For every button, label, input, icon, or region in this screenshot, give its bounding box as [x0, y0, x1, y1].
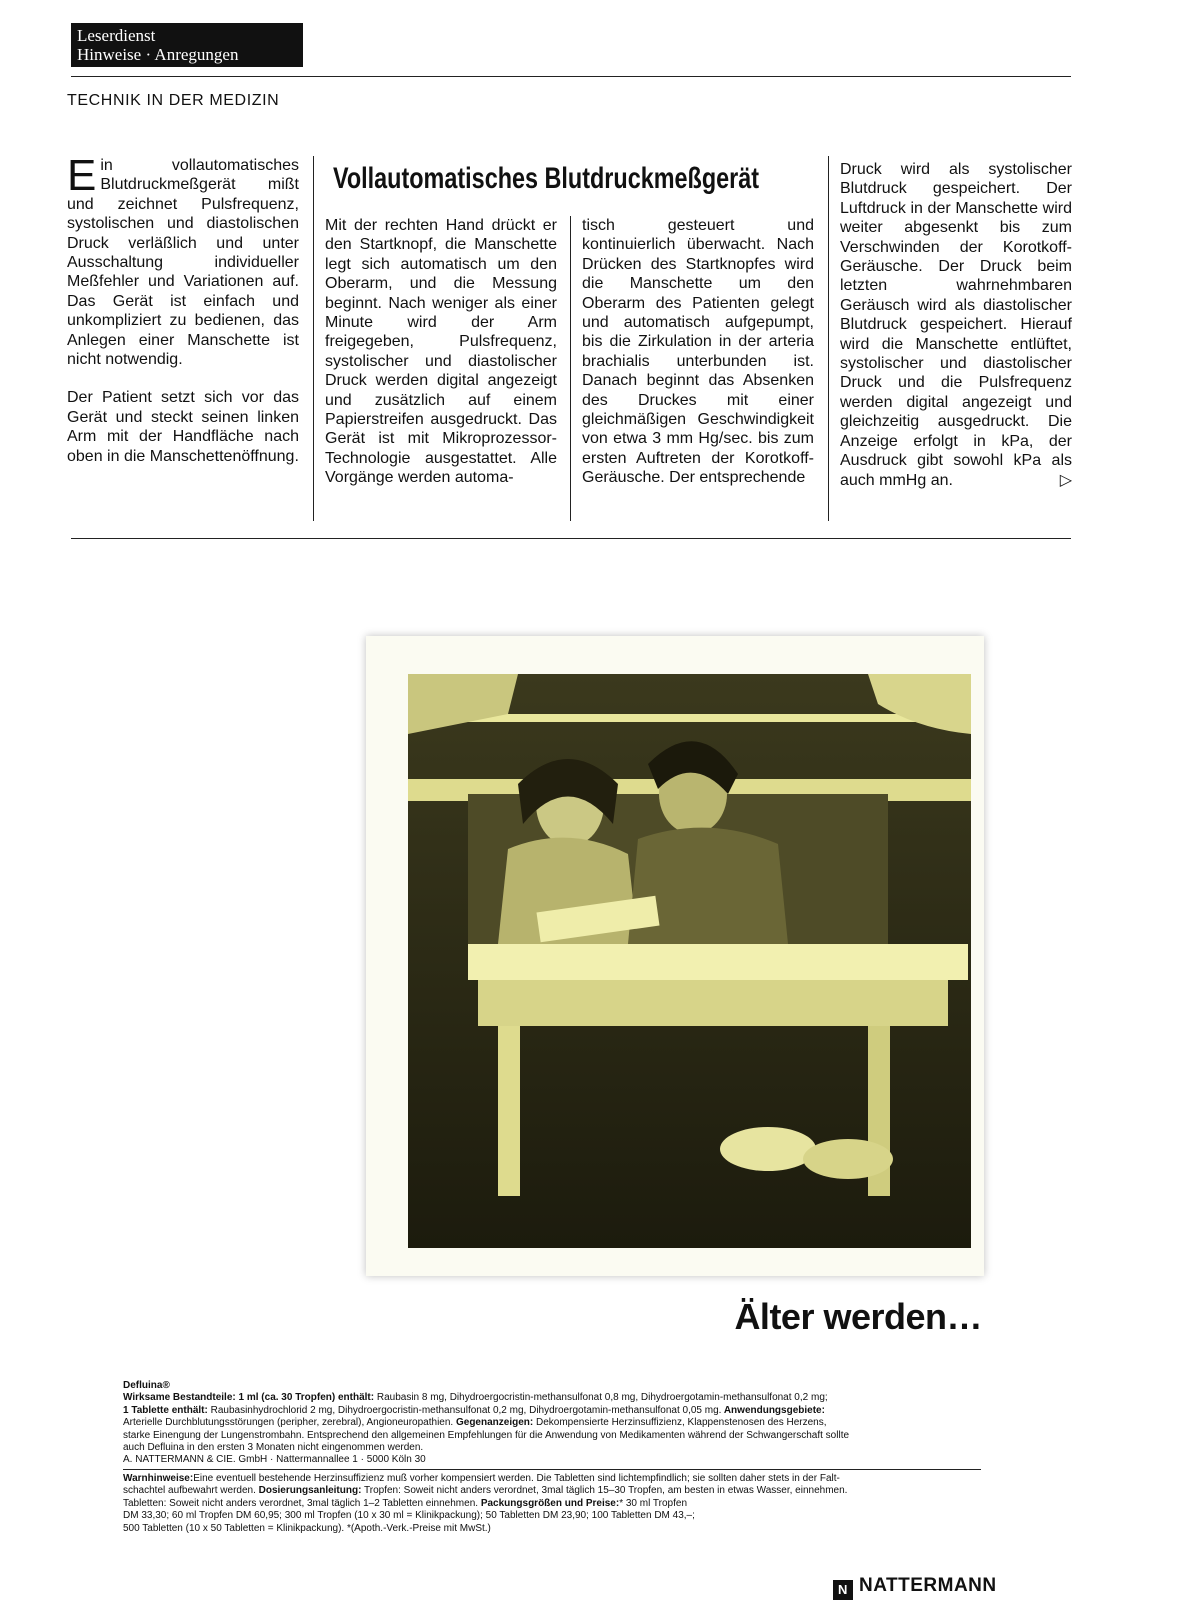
warnings-text: Eine eventuell bestehende Herzinsuffizienz muß vorher kompensiert werden. Die Tabletten sind lichtempfindlich; sie sollten daher stets in der Falt- [193, 1473, 840, 1484]
section-title: TECHNIK IN DER MEDIZIN [67, 92, 280, 109]
column-divider-2 [570, 216, 571, 521]
col1-paragraph-1: in vollautomatisches Blutdruckmeßgerät mißt und zeichnet Pulsfrequenz, systolischen und diastolischen Druck verläßlich und unter Ausschaltung individueller Meßfehler und Variationen auf. Das Gerät ist einfach und unkompliziert zu bedienen, das Anlegen einer Manschette ist nicht notwendig. [67, 157, 299, 369]
nattermann-logo [833, 1575, 997, 1600]
leserdienst-tag [71, 23, 303, 67]
product-name: Defluina® [123, 1380, 170, 1391]
prices-text: DM 33,30; 60 ml Tropfen DM 60,95; 300 ml Tropfen (10 x 30 ml = Klinikpackung); 50 Tabletten DM 23,90; 100 Tabletten DM 43,–; [123, 1510, 695, 1522]
col1-paragraph-2: Der Patient setzt sich vor das Gerät und steckt seinen linken Arm mit der Handfläche nach oben in die Manschettenöffnung. [67, 389, 299, 465]
continue-arrow-icon: ▷ [1059, 471, 1072, 489]
packages-label: Packungsgrößen und Preise: [478, 1497, 620, 1509]
product-info [123, 1380, 1004, 1467]
tablet-label: 1 Tablette enthält: [123, 1404, 208, 1416]
article-column-1 [67, 151, 299, 485]
top-rule [71, 76, 1071, 77]
storage-text: schachtel aufbewahrt werden. [123, 1485, 256, 1497]
article-column-2 [325, 216, 557, 507]
pregnancy-text-2: auch Defluina in den ersten 3 Monaten nicht eingenommen werden. [123, 1442, 424, 1454]
contraindications-text: Dekompensierte Herzinsuffizienz, Klappenstenosen des Herzens, [533, 1417, 827, 1429]
dosage-label: Dosierungsanleitung: [255, 1485, 362, 1497]
column-divider-1 [313, 156, 314, 521]
ad-slogan: Älter werden… [734, 1296, 982, 1337]
company-address: A. NATTERMANN & CIE. GmbH · Nattermannallee 1 · 5000 Köln 30 [123, 1454, 426, 1466]
packages-text: * 30 ml Tropfen [619, 1497, 688, 1509]
article-column-4 [840, 160, 1072, 509]
ingredients-label: Wirksame Bestandteile: 1 ml (ca. 30 Tropfen) enthält: [123, 1392, 375, 1404]
article-bottom-rule [71, 538, 1071, 539]
pregnancy-text: starke Einengung der Lungenstrombahn. Entsprechend den allgemeinen Empfehlungen für die Anwendung von Medikamenten während der Schwangerschaft sollte [123, 1429, 850, 1441]
indications-text: Arterielle Durchblutungsstörungen (peripher, zerebral), Angioneuropathien. [123, 1417, 454, 1429]
col4-text: Druck wird als systolischer Blutdruck gespeichert. Der Luftdruck in der Manschette wird weiter abgesenkt bis zum Verschwinden der Korotkoff-Geräusche. Der Druck beim letzten wahrnehmbaren Geräusch wird als diastolischer Blutdruck gespeichert. Hierauf wird die Manschette entlüftet, systolischer und diastolischer Druck und die Pulsfrequenz werden digital angezeigt und gleichzeitig ausgedruckt. Die Anzeige erfolgt in kPa, der Ausdruck gibt sowohl kPa als auch mmHg an. [840, 161, 1072, 489]
col2-text: Mit der rechten Hand drückt er den Startknopf, die Manschette legt sich automatisch um den Oberarm, und die Messung beginnt. Nach weniger als einer Minute wird der Arm freigegeben, Pulsfrequenz, systolischer und diastolischer Druck werden digital angezeigt und zusätzlich auf einem Papierstreifen ausgedruckt. Das Gerät ist mit Mikroprozessor-Technologie ausgestattet. Alle Vorgänge werden automa- [325, 217, 557, 487]
dosage-text: Tropfen: Soweit nicht anders verordnet, 3mal täglich 15–30 Tropfen, am besten in etwas Wasser, einnehmen. [361, 1485, 848, 1497]
advert-photo [408, 674, 971, 1248]
fine-print-rule [123, 1469, 981, 1470]
tag-line-2: Hinweise · Anregungen [77, 45, 239, 64]
col3-text: tisch gesteuert und kontinuierlich überwacht. Nach Drücken des Startknopfes wird die Manschette um den Oberarm des Patienten gelegt und automatisch aufgepumpt, bis die Zirkulation in der arteria brachialis unterbunden ist. Danach beginnt das Absenken des Druckes mit einer gleichmäßigen Geschwindigkeit von etwa 3 mm Hg/sec. bis zum ersten Auftreten der Korotkoff-Geräusche. Der entsprechende [582, 217, 814, 487]
prices-note: 500 Tabletten (10 x 50 Tabletten = Klinikpackung). *(Apoth.-Verk.-Preise mit MwSt.) [123, 1522, 491, 1534]
tablet-text: Raubasinhydrochlorid 2 mg, Dihydroergocristin-methansulfonat 0,2 mg, Dihydroergotamin-methansulfonat 0,05 mg. [207, 1404, 722, 1416]
warnings-label: Warnhinweise: [123, 1473, 194, 1484]
tablet-dosage-text: Tabletten: Soweit nicht anders verordnet, 3mal täglich 1–2 Tabletten einnehmen. [123, 1497, 479, 1509]
contraindications-label: Gegenanzeigen: [453, 1417, 534, 1429]
students-photo-illustration [408, 674, 971, 1248]
article-headline: Vollautomatisches Blutdruckmeßgerät [333, 162, 760, 195]
indications-label: Anwendungsgebiete: [721, 1404, 825, 1416]
column-divider-3 [828, 156, 829, 521]
ingredients-text: Raubasin 8 mg, Dihydroergocristin-methansulfonat 0,8 mg, Dihydroergotamin-methansulfonat 0,2 mg; [374, 1392, 828, 1404]
drop-cap: E [67, 151, 97, 200]
logo-text: NATTERMANN [859, 1575, 997, 1596]
tag-line-1: Leserdienst [77, 26, 156, 45]
article-column-3 [582, 216, 814, 507]
logo-mark-icon: N [833, 1580, 853, 1600]
warnings-block [123, 1473, 983, 1535]
